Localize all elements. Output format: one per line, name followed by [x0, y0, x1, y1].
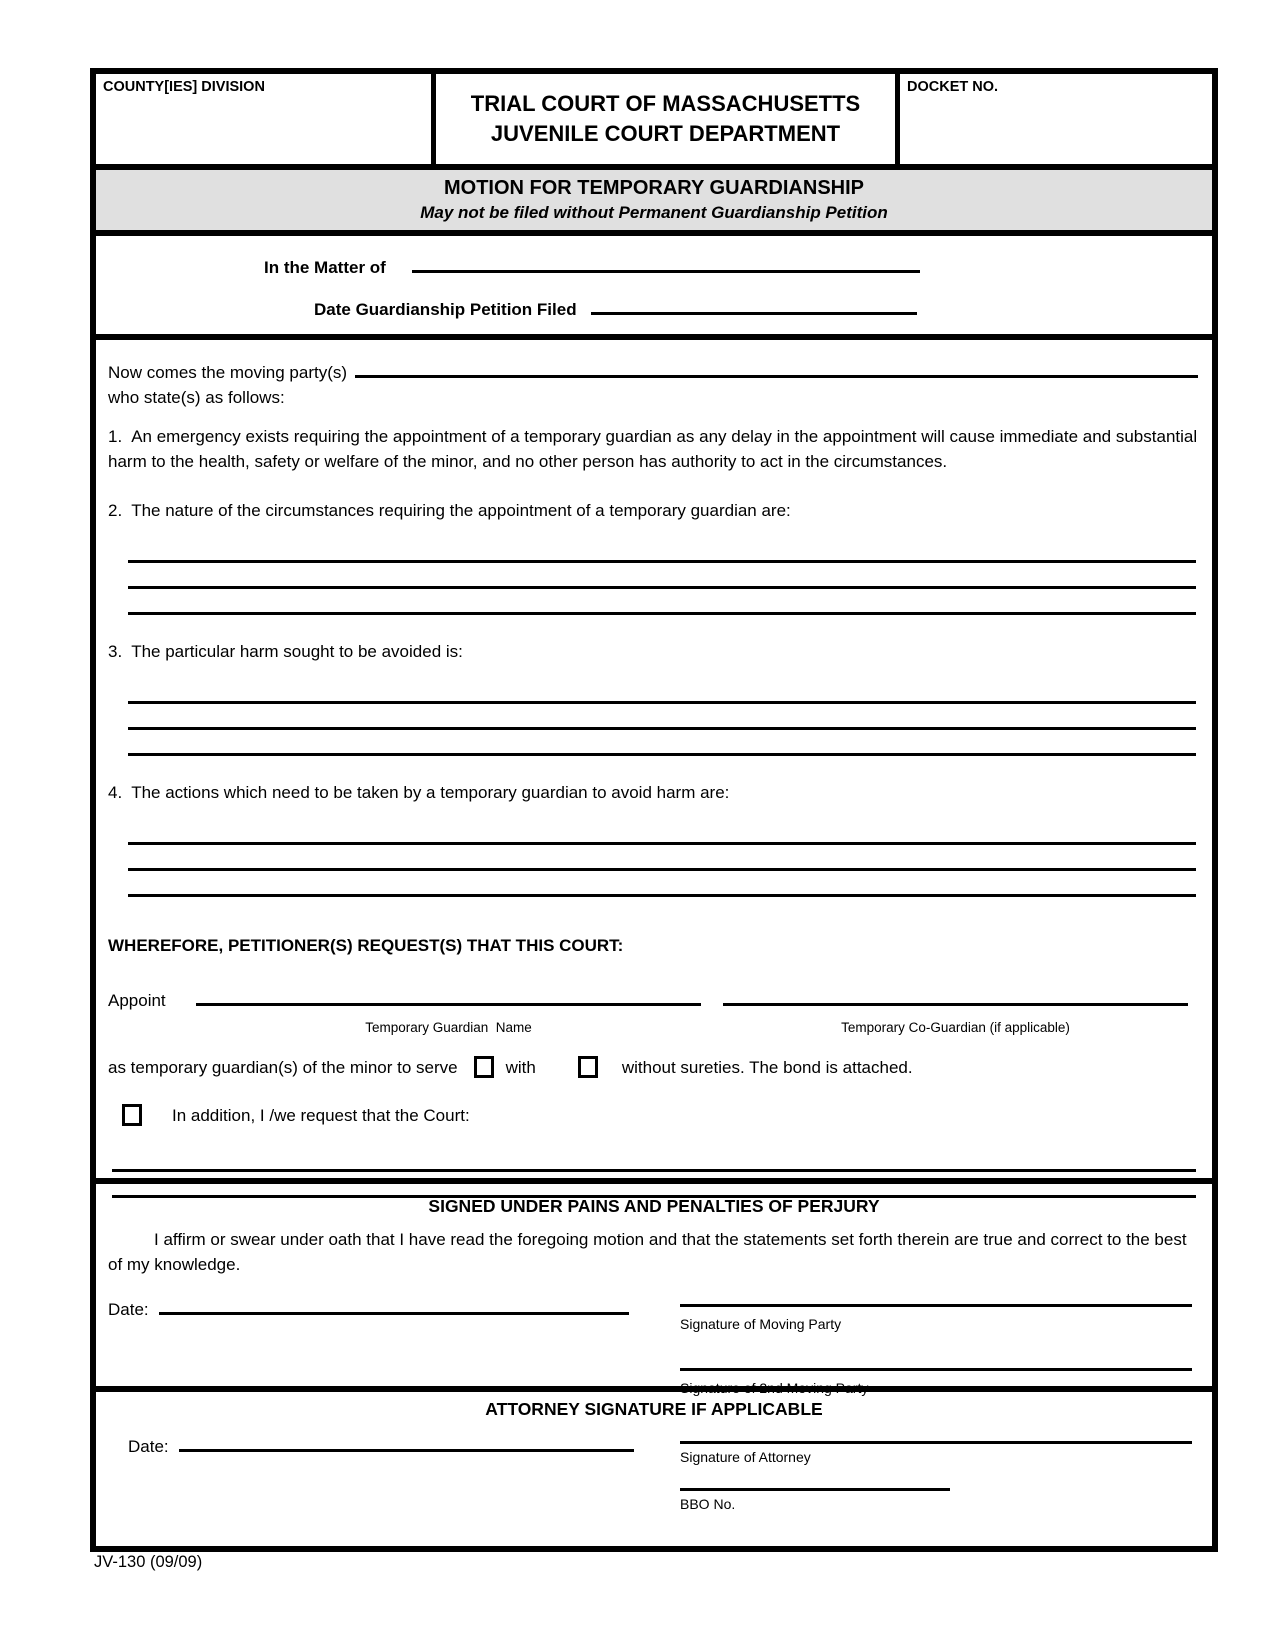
guardianship-motion-form	[90, 68, 1218, 1552]
main-section	[96, 334, 1212, 1178]
blank-line[interactable]	[128, 819, 1196, 845]
in-addition-checkbox[interactable]	[122, 1104, 142, 1126]
blank-line[interactable]	[128, 704, 1196, 730]
court-title-cell	[436, 74, 900, 164]
county-division-label: COUNTY[IES] DIVISION	[103, 79, 265, 95]
temporary-guardian-name-input[interactable]	[196, 984, 701, 1006]
docket-no-label: DOCKET NO.	[907, 79, 999, 95]
temporary-co-guardian-input[interactable]	[723, 984, 1188, 1006]
blank-line[interactable]	[112, 1146, 1196, 1172]
form-title-band	[96, 164, 1212, 230]
with-sureties-checkbox[interactable]	[474, 1056, 494, 1078]
form-subtitle: May not be filed without Permanent Guardianship Petition	[420, 203, 888, 222]
moving-party-signature-caption: Signature of Moving Party	[680, 1316, 842, 1332]
wherefore-heading: WHEREFORE, PETITIONER(S) REQUEST(S) THAT THIS COURT:	[108, 936, 624, 955]
bbo-number-caption: BBO No.	[680, 1496, 736, 1512]
attorney-date-label: Date:	[128, 1437, 169, 1456]
co-guardian-caption: Temporary Co-Guardian (if applicable)	[841, 1020, 1070, 1035]
blank-line[interactable]	[128, 845, 1196, 871]
moving-party-input[interactable]	[355, 356, 1198, 378]
county-division-cell[interactable]	[96, 74, 436, 164]
form-title: MOTION FOR TEMPORARY GUARDIANSHIP	[443, 177, 864, 199]
bbo-number-line[interactable]	[680, 1465, 950, 1491]
appoint-label: Appoint	[108, 991, 166, 1010]
blank-line[interactable]	[128, 678, 1196, 704]
docket-no-cell[interactable]	[900, 74, 1212, 164]
perjury-date-label: Date:	[108, 1300, 149, 1319]
attorney-date-input[interactable]	[179, 1430, 634, 1452]
item-1: 1. An emergency exists requiring the appointment of a temporary guardian as any delay in the appointment will cause immediate and substantial harm to the health, safety or welfare of the minor, and no other person has authority to act in the circumstances.	[108, 427, 1198, 471]
blank-line[interactable]	[128, 730, 1196, 756]
item-4: 4. The actions which need to be taken by a temporary guardian to avoid harm are:	[108, 783, 730, 802]
moving-party-signature-line[interactable]	[680, 1293, 1192, 1307]
blank-line[interactable]	[128, 563, 1196, 589]
in-matter-label: In the Matter of	[264, 258, 386, 277]
attorney-signature-line[interactable]	[680, 1430, 1192, 1444]
matter-section	[96, 230, 1212, 334]
date-filed-input[interactable]	[591, 293, 917, 315]
court-title-line1: TRIAL COURT OF MASSACHUSETTS	[470, 91, 861, 116]
item-3-answer-lines	[128, 678, 1196, 756]
moving-party-label: Now comes the moving party(s)	[108, 363, 348, 382]
attorney-signature-caption: Signature of Attorney	[680, 1449, 811, 1465]
perjury-heading: SIGNED UNDER PAINS AND PENALTIES OF PERJURY	[428, 1196, 880, 1216]
form-number: JV-130 (09/09)	[94, 1553, 203, 1571]
perjury-date-input[interactable]	[159, 1293, 629, 1315]
guardian-name-caption: Temporary Guardian Name	[365, 1020, 532, 1035]
item-2: 2. The nature of the circumstances requiring the appointment of a temporary guardian are:	[108, 501, 791, 520]
serve-text: as temporary guardian(s) of the minor to serve	[108, 1057, 458, 1077]
blank-line[interactable]	[128, 871, 1196, 897]
item-2-answer-lines	[128, 537, 1196, 615]
without-sureties-checkbox[interactable]	[578, 1056, 598, 1078]
form-header	[96, 74, 1212, 164]
item-3: 3. The particular harm sought to be avoided is:	[108, 642, 463, 661]
in-matter-input[interactable]	[412, 251, 920, 273]
second-moving-party-signature-caption: Signature of 2nd Moving Party	[680, 1380, 869, 1396]
blank-line[interactable]	[128, 537, 1196, 563]
date-filed-label: Date Guardianship Petition Filed	[314, 300, 577, 319]
attorney-heading: ATTORNEY SIGNATURE IF APPLICABLE	[485, 1399, 823, 1419]
blank-line[interactable]	[128, 589, 1196, 615]
second-moving-party-signature-line[interactable]	[680, 1357, 1192, 1371]
who-states-label: who state(s) as follows:	[108, 388, 285, 407]
item-4-answer-lines	[128, 819, 1196, 897]
court-title-line2: JUVENILE COURT DEPARTMENT	[490, 121, 841, 146]
without-sureties-label: without sureties. The bond is attached.	[621, 1057, 913, 1077]
in-addition-label: In addition, I /we request that the Court:	[172, 1105, 470, 1125]
affirmation-text: I affirm or swear under oath that I have read the foregoing motion and that the statements set forth therein are true and correct to the best of my knowledge.	[108, 1230, 1187, 1274]
with-label: with	[505, 1057, 536, 1077]
perjury-section	[96, 1178, 1212, 1396]
